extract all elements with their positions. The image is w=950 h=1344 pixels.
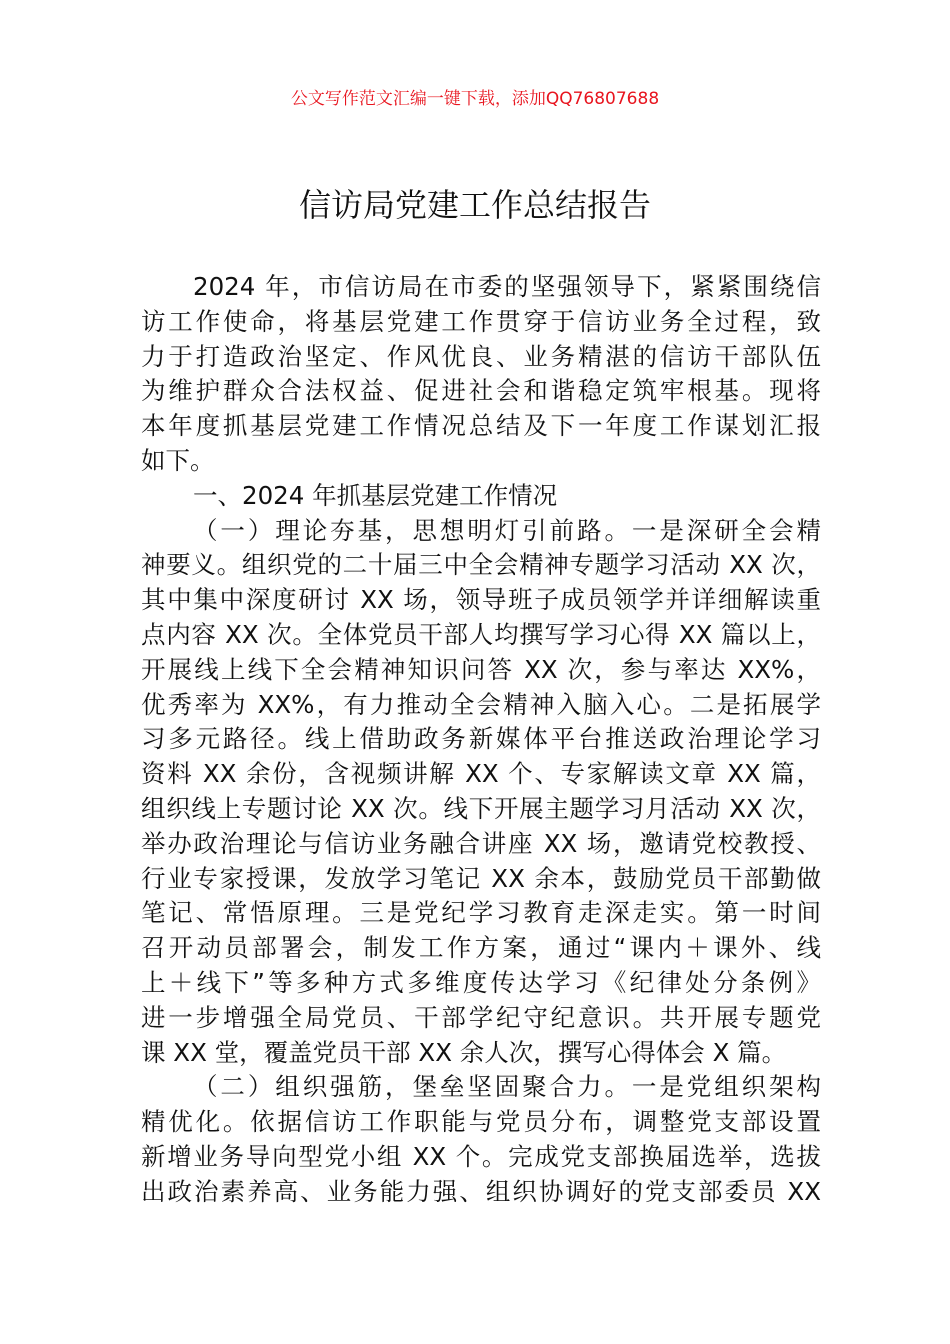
paragraph-line: 上＋线下”等多种方式多维度传达学习《纪律处分条例》 xyxy=(141,967,821,997)
subsection-heading-line: （一）理论夯基，思想明灯引前路。一是深研全会精 xyxy=(193,515,821,545)
paragraph-line: 力于打造政治坚定、作风优良、业务精湛的信访干部队伍 xyxy=(141,341,821,371)
paragraph-line: 习多元路径。线上借助政务新媒体平台推送政治理论学习 xyxy=(141,724,821,754)
subsection-heading-line: （二）组织强筋，堡垒坚固聚合力。一是党组织架构 xyxy=(193,1072,821,1102)
document-title: 信访局党建工作总结报告 xyxy=(298,186,651,224)
paragraph-line: 行业专家授课，发放学习笔记 XX 余本，鼓励党员干部勤做 xyxy=(141,863,821,893)
paragraph-line: 资料 XX 余份，含视频讲解 XX 个、专家解读文章 XX 篇， xyxy=(141,759,821,789)
paragraph-line: 组织线上专题讨论 XX 次。线下开展主题学习月活动 XX 次， xyxy=(141,793,821,823)
download-banner: 公文写作范文汇编一键下载，添加QQ76807688 xyxy=(290,89,660,109)
document-body xyxy=(141,270,821,1210)
paragraph-line: 课 XX 堂，覆盖党员干部 XX 余人次，撰写心得体会 X 篇。 xyxy=(141,1037,787,1067)
paragraph-line: 优秀率为 XX%，有力推动全会精神入脑入心。二是拓展学 xyxy=(141,689,821,719)
paragraph-line: 出政治素养高、业务能力强、组织协调好的党支部委员 XX xyxy=(141,1176,821,1206)
paragraph-line: 进一步增强全局党员、干部学纪守纪意识。共开展专题党 xyxy=(141,1002,821,1032)
paragraph-line: 举办政治理论与信访业务融合讲座 XX 场，邀请党校教授、 xyxy=(141,828,821,858)
paragraph-line: 如下。 xyxy=(141,445,215,475)
paragraph-line: 为维护群众合法权益、促进社会和谐稳定筑牢根基。现将 xyxy=(141,376,821,406)
paragraph-line: 精优化。依据信访工作职能与党员分布，调整党支部设置 xyxy=(141,1107,821,1137)
paragraph-line: 召开动员部署会，制发工作方案，通过“课内＋课外、线 xyxy=(141,933,821,963)
paragraph-line: 其中集中深度研讨 XX 场，领导班子成员领学并详细解读重 xyxy=(141,585,821,615)
paragraph-line: 点内容 XX 次。全体党员干部人均撰写学习心得 XX 篇以上， xyxy=(141,619,821,649)
paragraph-line: 新增业务导向型党小组 XX 个。完成党支部换届选举，选拔 xyxy=(141,1141,821,1171)
paragraph-line: 笔记、常悟原理。三是党纪学习教育走深走实。第一时间 xyxy=(141,898,821,928)
paragraph-line: 本年度抓基层党建工作情况总结及下一年度工作谋划汇报 xyxy=(141,411,821,441)
section-heading: 一、2024 年抓基层党建工作情况 xyxy=(193,480,558,510)
paragraph-line: 2024 年，市信访局在市委的坚强领导下，紧紧围绕信 xyxy=(193,272,821,301)
paragraph-line: 访工作使命，将基层党建工作贯穿于信访业务全过程，致 xyxy=(141,306,821,336)
paragraph-line: 开展线上线下全会精神知识问答 XX 次，参与率达 XX%， xyxy=(141,654,821,684)
paragraph-line: 神要义。组织党的二十届三中全会精神专题学习活动 XX 次， xyxy=(141,550,821,580)
